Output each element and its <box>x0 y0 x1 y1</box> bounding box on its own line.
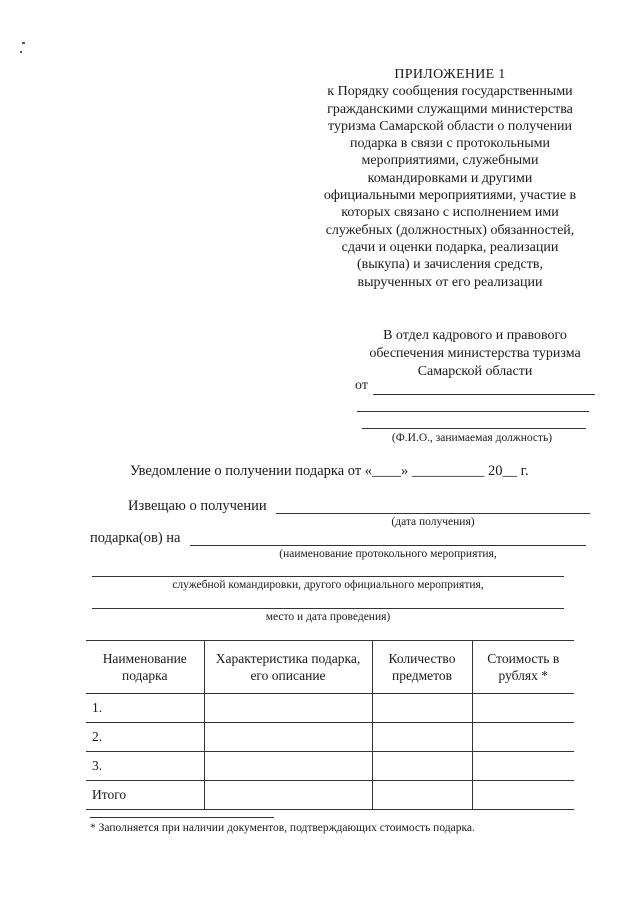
table-row <box>86 752 574 781</box>
row-number: 1. <box>86 694 204 723</box>
scan-speck <box>20 51 22 53</box>
footnote-divider <box>90 817 274 818</box>
appendix-line: которых связано с исполнением ими <box>341 205 559 221</box>
receipt-date-field[interactable] <box>276 513 590 514</box>
appendix-title: ПРИЛОЖЕНИЕ 1 <box>394 67 506 82</box>
header-cost: Стоимость в рублях * <box>472 641 574 694</box>
cost-cell[interactable] <box>472 723 574 752</box>
event-field-2[interactable] <box>92 576 564 577</box>
table-row <box>86 723 574 752</box>
appendix-line: (выкупа) и зачисления средств, <box>356 257 543 273</box>
sender-position-field[interactable] <box>357 411 589 412</box>
cost-cell[interactable] <box>472 752 574 781</box>
fio-caption: (Ф.И.О., занимаемая должность) <box>391 432 553 444</box>
gift-label: подарка(ов) на <box>90 530 181 546</box>
description-cell[interactable] <box>204 723 372 752</box>
cost-cell[interactable] <box>472 694 574 723</box>
addressee-line: обеспечения министерства туризма <box>369 346 581 361</box>
report-label: Извещаю о получении <box>128 498 267 514</box>
event-caption-1: (наименование протокольного мероприятия, <box>279 548 497 560</box>
cost-cell[interactable] <box>472 781 574 810</box>
from-label: от <box>355 378 368 393</box>
row-number: 2. <box>86 723 204 752</box>
event-field-3[interactable] <box>92 608 564 609</box>
event-caption-3: место и дата проведения) <box>265 611 391 623</box>
notice-title: Уведомление о получении подарка от «____» __________ 20__ г. <box>130 463 529 479</box>
header-gift-name: Наименование подарка <box>86 641 204 694</box>
header-gift-description: Характеристика подарка, его описание <box>204 641 372 694</box>
description-cell[interactable] <box>204 694 372 723</box>
appendix-header <box>300 66 600 291</box>
header-quantity: Количество предметов <box>372 641 472 694</box>
description-cell[interactable] <box>204 781 372 810</box>
quantity-cell[interactable] <box>372 694 472 723</box>
table-row <box>86 694 574 723</box>
event-caption-2: служебной командировки, другого официального мероприятия, <box>172 579 484 591</box>
row-number: 3. <box>86 752 204 781</box>
addressee-line: Самарской области <box>417 364 533 379</box>
scan-speck <box>22 42 25 44</box>
appendix-line: официальными мероприятиями, участие в <box>323 188 577 204</box>
sender-name-field[interactable] <box>373 394 595 395</box>
addressee-line: В отдел кадрового и правового <box>383 328 567 343</box>
footnote: * Заполняется при наличии документов, подтверждающих стоимость подарка. <box>90 822 475 834</box>
sender-position-field-2[interactable] <box>362 428 586 429</box>
addressee-block <box>350 327 600 381</box>
quantity-cell[interactable] <box>372 752 472 781</box>
receipt-date-caption: (дата получения) <box>391 516 475 528</box>
event-name-field[interactable] <box>190 545 586 546</box>
appendix-line: служебных (должностных) обязанностей, <box>325 222 575 238</box>
appendix-line: вырученных от его реализации <box>357 274 543 290</box>
quantity-cell[interactable] <box>372 781 472 810</box>
appendix-line: мероприятиями, служебными <box>361 153 539 169</box>
gifts-table <box>86 640 574 810</box>
total-label: Итого <box>86 781 204 810</box>
appendix-line: сдачи и оценки подарка, реализации <box>341 239 559 255</box>
appendix-line: к Порядку сообщения государственными <box>327 84 573 100</box>
appendix-line: командировками и другими <box>367 170 533 186</box>
appendix-line: гражданскими служащими министерства <box>327 101 573 117</box>
from-row <box>355 378 595 396</box>
quantity-cell[interactable] <box>372 723 472 752</box>
table-total-row <box>86 781 574 810</box>
table-header-row <box>86 641 574 694</box>
appendix-line: туризма Самарской области о получении <box>328 118 572 134</box>
appendix-line: подарка в связи с протокольными <box>350 136 550 152</box>
description-cell[interactable] <box>204 752 372 781</box>
